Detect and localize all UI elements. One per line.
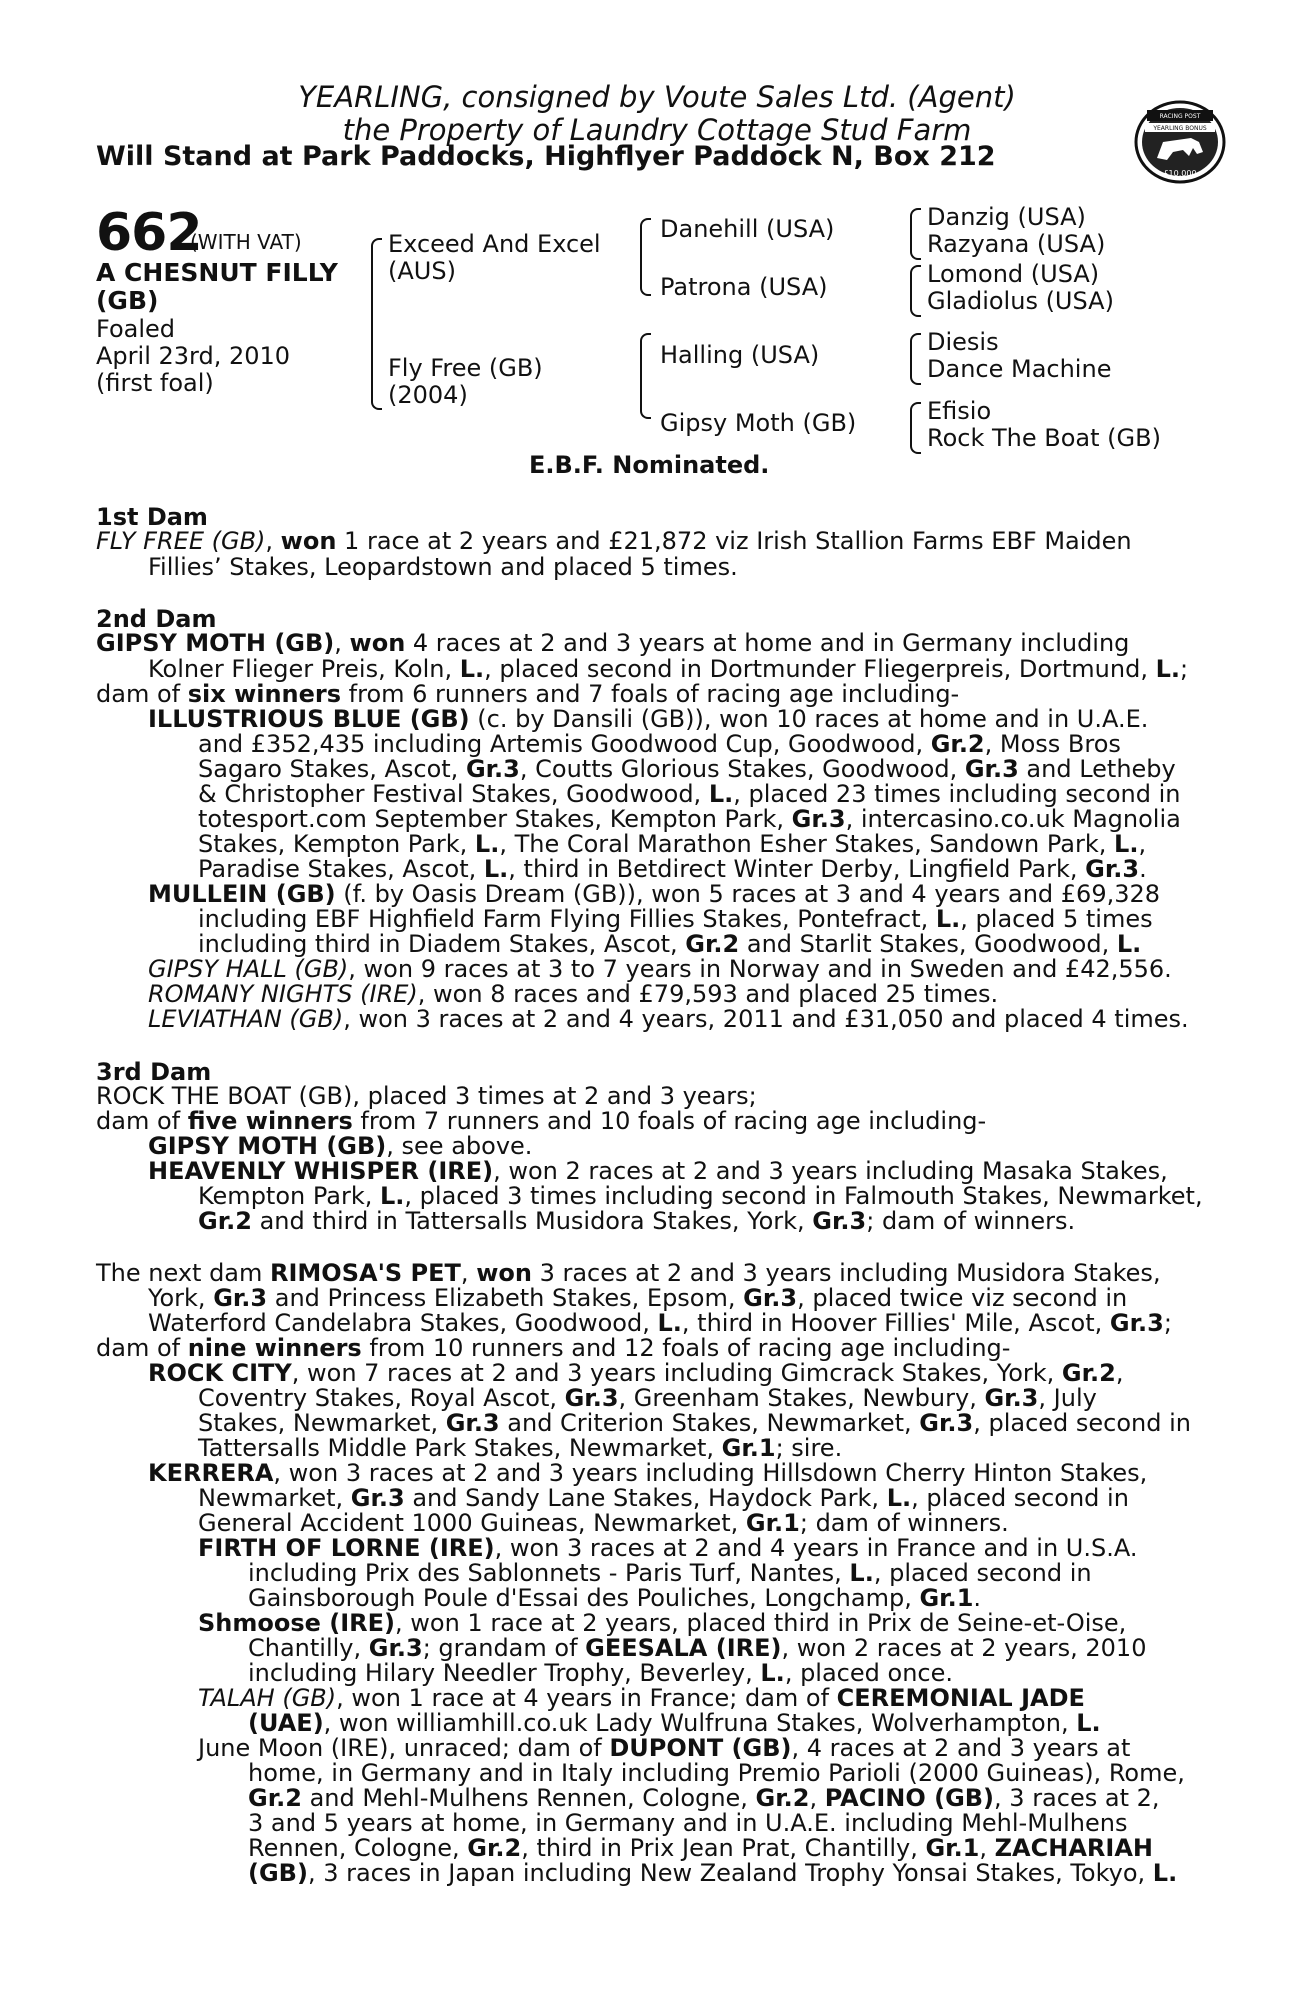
dam-dam: Gipsy Moth (GB) [660,409,857,437]
dam2-line-7: & Christopher Festival Stakes, Goodwood, L., placed 23 times including second in [198,780,1181,808]
dam3-line-6: Gr.2 and third in Tattersalls Musidora Stakes, York, Gr.3; dam of winners. [198,1207,1076,1235]
dam2-line-1: GIPSY MOTH (GB), won 4 races at 2 and 3 years at home and in Germany including [96,629,1130,657]
next-dam-line-24: Rennen, Cologne, Gr.2, third in Prix Jean Prat, Chantilly, Gr.1, ZACHARIAH [248,1834,1153,1862]
yearling-bonus-badge-icon [1133,96,1227,188]
dam2-line-8: totesport.com September Stakes, Kempton Park, Gr.3, intercasino.co.uk Magnolia [198,805,1181,833]
pedigree-brace-main [371,238,382,410]
dam2-line-6: Sagaro Stakes, Ascot, Gr.3, Coutts Glorious Stakes, Goodwood, Gr.3 and Letheby [198,755,1176,783]
next-dam-line-17: including Hilary Needler Trophy, Beverley, L., placed once. [248,1659,953,1687]
sire-dam: Patrona (USA) [660,273,828,301]
dam1-line-2: Fillies’ Stakes, Leopardstown and placed 5 times. [148,553,738,581]
badge-mid-text: YEARLING BONUS [1153,125,1207,132]
dd-dam: Rock The Boat (GB) [927,424,1161,452]
dam2-line-4: ILLUSTRIOUS BLUE (GB) (c. by Dansili (GB)), won 10 races at home and in U.A.E. [148,705,1149,733]
dam2-line-14: GIPSY HALL (GB), won 9 races at 3 to 7 years in Norway and in Sweden and £42,556. [148,955,1172,983]
next-dam-line-23: 3 and 5 years at home, in Germany and in U.A.E. including Mehl-Mulhens [248,1809,1128,1837]
header-line-1: YEARLING, consigned by Voute Sales Ltd. (Agent) [298,80,1016,114]
dam2-line-10: Paradise Stakes, Ascot, L., third in Betdirect Winter Derby, Lingfield Park, Gr.3. [198,855,1147,883]
next-dam-line-16: Chantilly, Gr.3; grandam of GEESALA (IRE), won 2 races at 2 years, 2010 [248,1634,1147,1662]
pedigree-brace-ds [910,333,921,385]
lot-name-line-1: A CHESNUT FILLY [96,258,338,287]
pedigree-brace-sire [640,218,651,296]
next-dam-line-22: Gr.2 and Mehl-Mulhens Rennen, Cologne, Gr.2, PACINO (GB), 3 races at 2, [248,1784,1160,1812]
next-dam-line-5: ROCK CITY, won 7 races at 2 and 3 years including Gimcrack Stakes, York, Gr.2, [148,1359,1124,1387]
dam1-line-1: FLY FREE (GB), won 1 race at 2 years and £21,872 viz Irish Stallion Farms EBF Maiden [96,527,1132,555]
dam2-line-12: including EBF Highfield Farm Flying Fillies Stakes, Pontefract, L., placed 5 times [198,905,1153,933]
section-2nd-dam: 2nd Dam [96,605,217,633]
pedigree-brace-dd [910,402,921,454]
sd-sire: Lomond (USA) [927,260,1100,288]
ds-dam: Dance Machine [927,355,1112,383]
dam2-line-15: ROMANY NIGHTS (IRE), won 8 races and £79,593 and placed 25 times. [148,980,999,1008]
next-dam-line-18: TALAH (GB), won 1 race at 4 years in France; dam of CEREMONIAL JADE [198,1684,1085,1712]
dam2-line-5: and £352,435 including Artemis Goodwood Cup, Goodwood, Gr.2, Moss Bros [198,730,1121,758]
section-1st-dam: 1st Dam [96,503,208,531]
sire-name: Exceed And Excel [388,230,601,258]
next-dam-line-15: Shmoose (IRE), won 1 race at 2 years, placed third in Prix de Seine-et-Oise, [198,1609,1127,1637]
next-dam-line-9: KERRERA, won 3 races at 2 and 3 years including Hillsdown Cherry Hinton Stakes, [148,1459,1148,1487]
next-dam-line-2: York, Gr.3 and Princess Elizabeth Stakes, Epsom, Gr.3, placed twice viz second in [148,1284,1128,1312]
next-dam-line-11: General Accident 1000 Guineas, Newmarket, Gr.1; dam of winners. [198,1509,1009,1537]
dd-sire: Efisio [927,397,992,425]
badge-top-text: RACING POST [1159,113,1201,120]
lot-number: 662 [96,203,202,263]
dam-name: Fly Free (GB) [388,354,543,382]
foaled-label: Foaled [96,315,176,343]
next-dam-line-19: (UAE), won williamhill.co.uk Lady Wulfruna Stakes, Wolverhampton, L. [248,1709,1101,1737]
section-3rd-dam: 3rd Dam [96,1058,212,1086]
next-dam-line-3: Waterford Candelabra Stakes, Goodwood, L., third in Hoover Fillies' Mile, Ascot, Gr.3; [148,1309,1172,1337]
foal-note: (first foal) [96,369,214,397]
dam2-line-9: Stakes, Kempton Park, L., The Coral Marathon Esher Stakes, Sandown Park, L., [198,830,1147,858]
dam2-line-2: Kolner Flieger Preis, Koln, L., placed second in Dortmunder Fliegerpreis, Dortmund, L.; [148,655,1189,683]
dam3-line-3: GIPSY MOTH (GB), see above. [148,1132,533,1160]
dam2-line-16: LEVIATHAN (GB), won 3 races at 2 and 4 years, 2011 and £31,050 and placed 4 times. [148,1005,1189,1033]
header-line-3: Will Stand at Park Paddocks, Highflyer Paddock N, Box 212 [96,141,996,172]
dam3-line-5: Kempton Park, L., placed 3 times including second in Falmouth Stakes, Newmarket, [198,1182,1203,1210]
ds-sire: Diesis [927,328,999,356]
sd-dam: Gladiolus (USA) [927,287,1114,315]
pedigree-brace-sd [910,265,921,317]
dam3-line-2: dam of five winners from 7 runners and 10 foals of racing age including- [96,1107,987,1135]
next-dam-line-7: Stakes, Newmarket, Gr.3 and Criterion Stakes, Newmarket, Gr.3, placed second in [198,1409,1192,1437]
next-dam-line-12: FIRTH OF LORNE (IRE), won 3 races at 2 and 4 years in France and in U.S.A. [198,1534,1138,1562]
ebf-nominated: E.B.F. Nominated. [529,451,770,479]
dam3-line-4: HEAVENLY WHISPER (IRE), won 2 races at 2 and 3 years including Masaka Stakes, [148,1157,1168,1185]
next-dam-line-10: Newmarket, Gr.3 and Sandy Lane Stakes, Haydock Park, L., placed second in [198,1484,1129,1512]
ss-dam: Razyana (USA) [927,230,1106,258]
dam-sire: Halling (USA) [660,341,820,369]
next-dam-line-25: (GB), 3 races in Japan including New Zealand Trophy Yonsai Stakes, Tokyo, L. [248,1859,1178,1887]
dam2-line-11: MULLEIN (GB) (f. by Oasis Dream (GB)), won 5 races at 3 and 4 years and £69,328 [148,880,1161,908]
sire-sire: Danehill (USA) [660,215,835,243]
sire-country: (AUS) [388,257,456,285]
next-dam-line-8: Tattersalls Middle Park Stakes, Newmarket, Gr.1; sire. [198,1434,843,1462]
badge-bottom-text: £10,000 [1163,169,1197,178]
dam2-line-3: dam of six winners from 6 runners and 7 foals of racing age including- [96,680,960,708]
next-dam-line-13: including Prix des Sablonnets - Paris Turf, Nantes, L., placed second in [248,1559,1092,1587]
next-dam-line-1: The next dam RIMOSA'S PET, won 3 races at 2 and 3 years including Musidora Stakes, [96,1259,1161,1287]
foaling-date: April 23rd, 2010 [96,342,291,370]
ss-sire: Danzig (USA) [927,203,1086,231]
pedigree-brace-dam [640,333,651,419]
dam3-line-1: ROCK THE BOAT (GB), placed 3 times at 2 and 3 years; [96,1082,757,1110]
dam-year: (2004) [388,381,468,409]
vat-label: (WITH VAT) [190,230,302,254]
next-dam-line-21: home, in Germany and in Italy including Premio Parioli (2000 Guineas), Rome, [248,1759,1185,1787]
next-dam-line-14: Gainsborough Poule d'Essai des Pouliches, Longchamp, Gr.1. [248,1584,982,1612]
dam2-line-13: including third in Diadem Stakes, Ascot, Gr.2 and Starlit Stakes, Goodwood, L. [198,930,1142,958]
next-dam-line-20: June Moon (IRE), unraced; dam of DUPONT (GB), 4 races at 2 and 3 years at [198,1734,1131,1762]
lot-name-line-2: (GB) [96,286,159,315]
next-dam-line-4: dam of nine winners from 10 runners and 12 foals of racing age including- [96,1334,1011,1362]
pedigree-brace-ss [910,208,921,260]
next-dam-line-6: Coventry Stakes, Royal Ascot, Gr.3, Greenham Stakes, Newbury, Gr.3, July [198,1384,1097,1412]
header-line-2: the Property of Laundry Cottage Stud Farm [342,113,972,147]
